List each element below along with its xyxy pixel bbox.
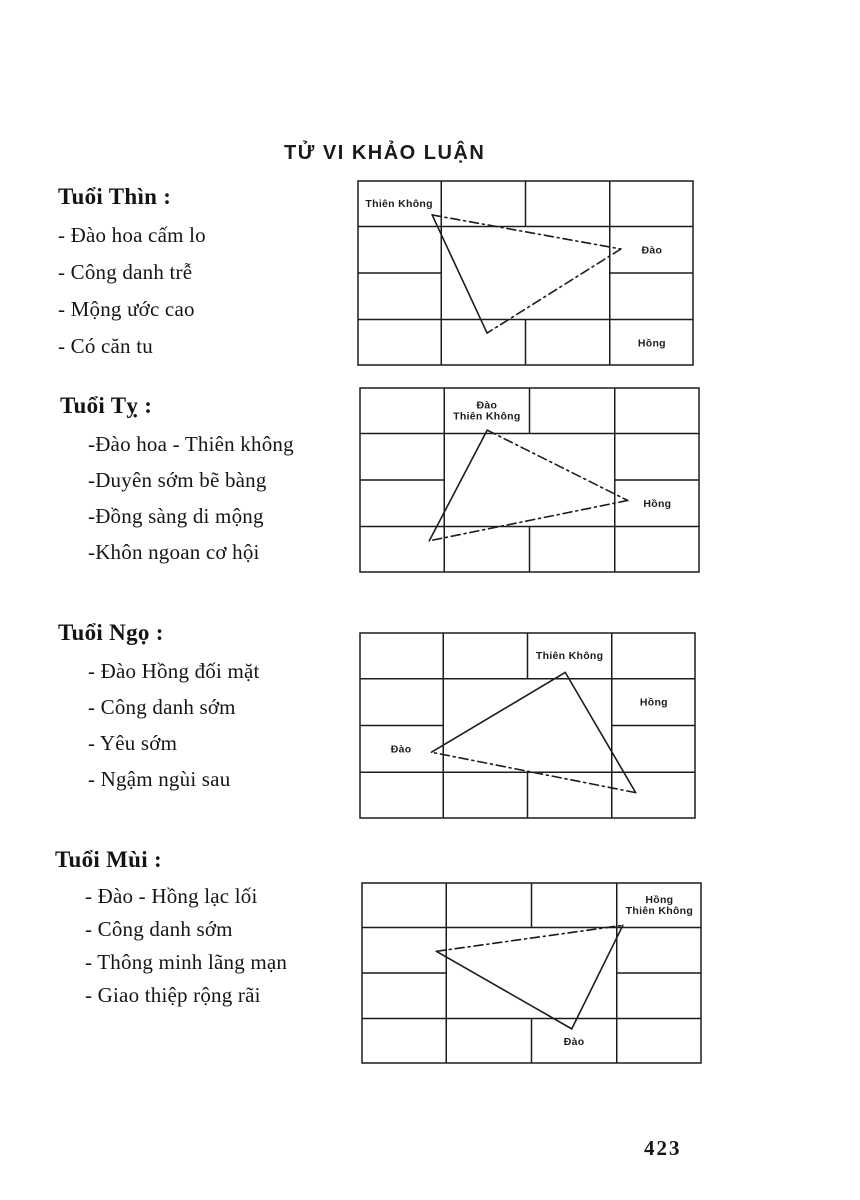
palace-label: Hồng Thiên Không [625,893,694,917]
triangle-edge [436,951,571,1029]
bullet-item: -Duyên sớm bẽ bàng [88,468,267,492]
triangle-edge [565,672,635,792]
triangle-edge [487,430,627,500]
star-triangle [429,430,627,541]
tuoi-ngo-chart-svg [359,632,696,819]
triangle-edge [432,215,487,333]
section-2 [60,393,294,570]
palace-label: Thiên Không [365,197,433,210]
bullet-item: - Thông minh lãng mạn [85,950,288,974]
bullet-item: - Ngậm ngùi sau [88,767,231,791]
bullet-item: - Giao thiệp rộng rãi [85,983,261,1007]
palace-label: Đào [641,244,663,257]
triangle-edge [436,925,623,951]
palace-label: Hồng [643,497,672,510]
section-heading: Tuổi Tỵ : [60,393,153,418]
tuoi-thin-chart-svg [357,180,694,366]
palace-label: Hồng [637,337,666,350]
star-triangle [431,672,635,792]
bullet-item: -Đồng sàng di mộng [88,504,264,528]
star-triangle [436,925,623,1029]
section-heading: Tuổi Mùi : [55,847,162,872]
triangle-edge [429,500,627,540]
palace-label: Đào [563,1035,585,1048]
bullet-item: -Khôn ngoan cơ hội [88,540,260,564]
section-heading: Tuổi Ngọ : [58,620,164,645]
section-1 [58,184,206,365]
triangle-edge [487,249,621,333]
bullet-item: - Công danh trễ [58,260,193,284]
palace-label: Thiên Không [535,649,604,662]
palace-grid [360,633,695,818]
palace-label: Đào Thiên Không [453,399,521,423]
bullet-item: - Công danh sớm [85,917,233,941]
tuoi-ty-chart-svg [359,387,700,573]
bullet-item: - Có căn tu [58,334,153,358]
bullet-item: - Đào Hồng đối mặt [88,659,260,683]
palace-label: Hồng [639,696,668,709]
triangle-edge [572,925,623,1029]
triangle-edge [429,430,487,541]
bullet-item: - Công danh sớm [88,695,236,719]
tuoi-mui-chart-svg [361,882,702,1064]
palace-label: Đào [390,743,412,756]
tuoi-mui-chart [361,882,702,1064]
bullet-item: - Đào hoa cấm lo [58,223,206,247]
triangle-edge [432,215,621,249]
section-4 [55,847,287,1012]
section-3 [58,620,260,797]
bullet-item: - Mộng ước cao [58,297,195,321]
tuoi-thin-chart [357,180,694,366]
bullet-item: -Đào hoa - Thiên không [88,432,294,456]
star-triangle [432,215,621,333]
page-number: 423 [644,1136,682,1160]
page-title: TỬ VI KHẢO LUẬN [284,142,486,164]
palace-grid [360,388,699,572]
triangle-edge [431,672,565,752]
bullet-item: - Đào - Hồng lạc lối [85,884,258,908]
tuoi-ty-chart [359,387,700,573]
tuoi-ngo-chart [359,632,696,819]
section-heading: Tuổi Thìn : [58,184,172,209]
bullet-item: - Yêu sớm [88,731,178,755]
